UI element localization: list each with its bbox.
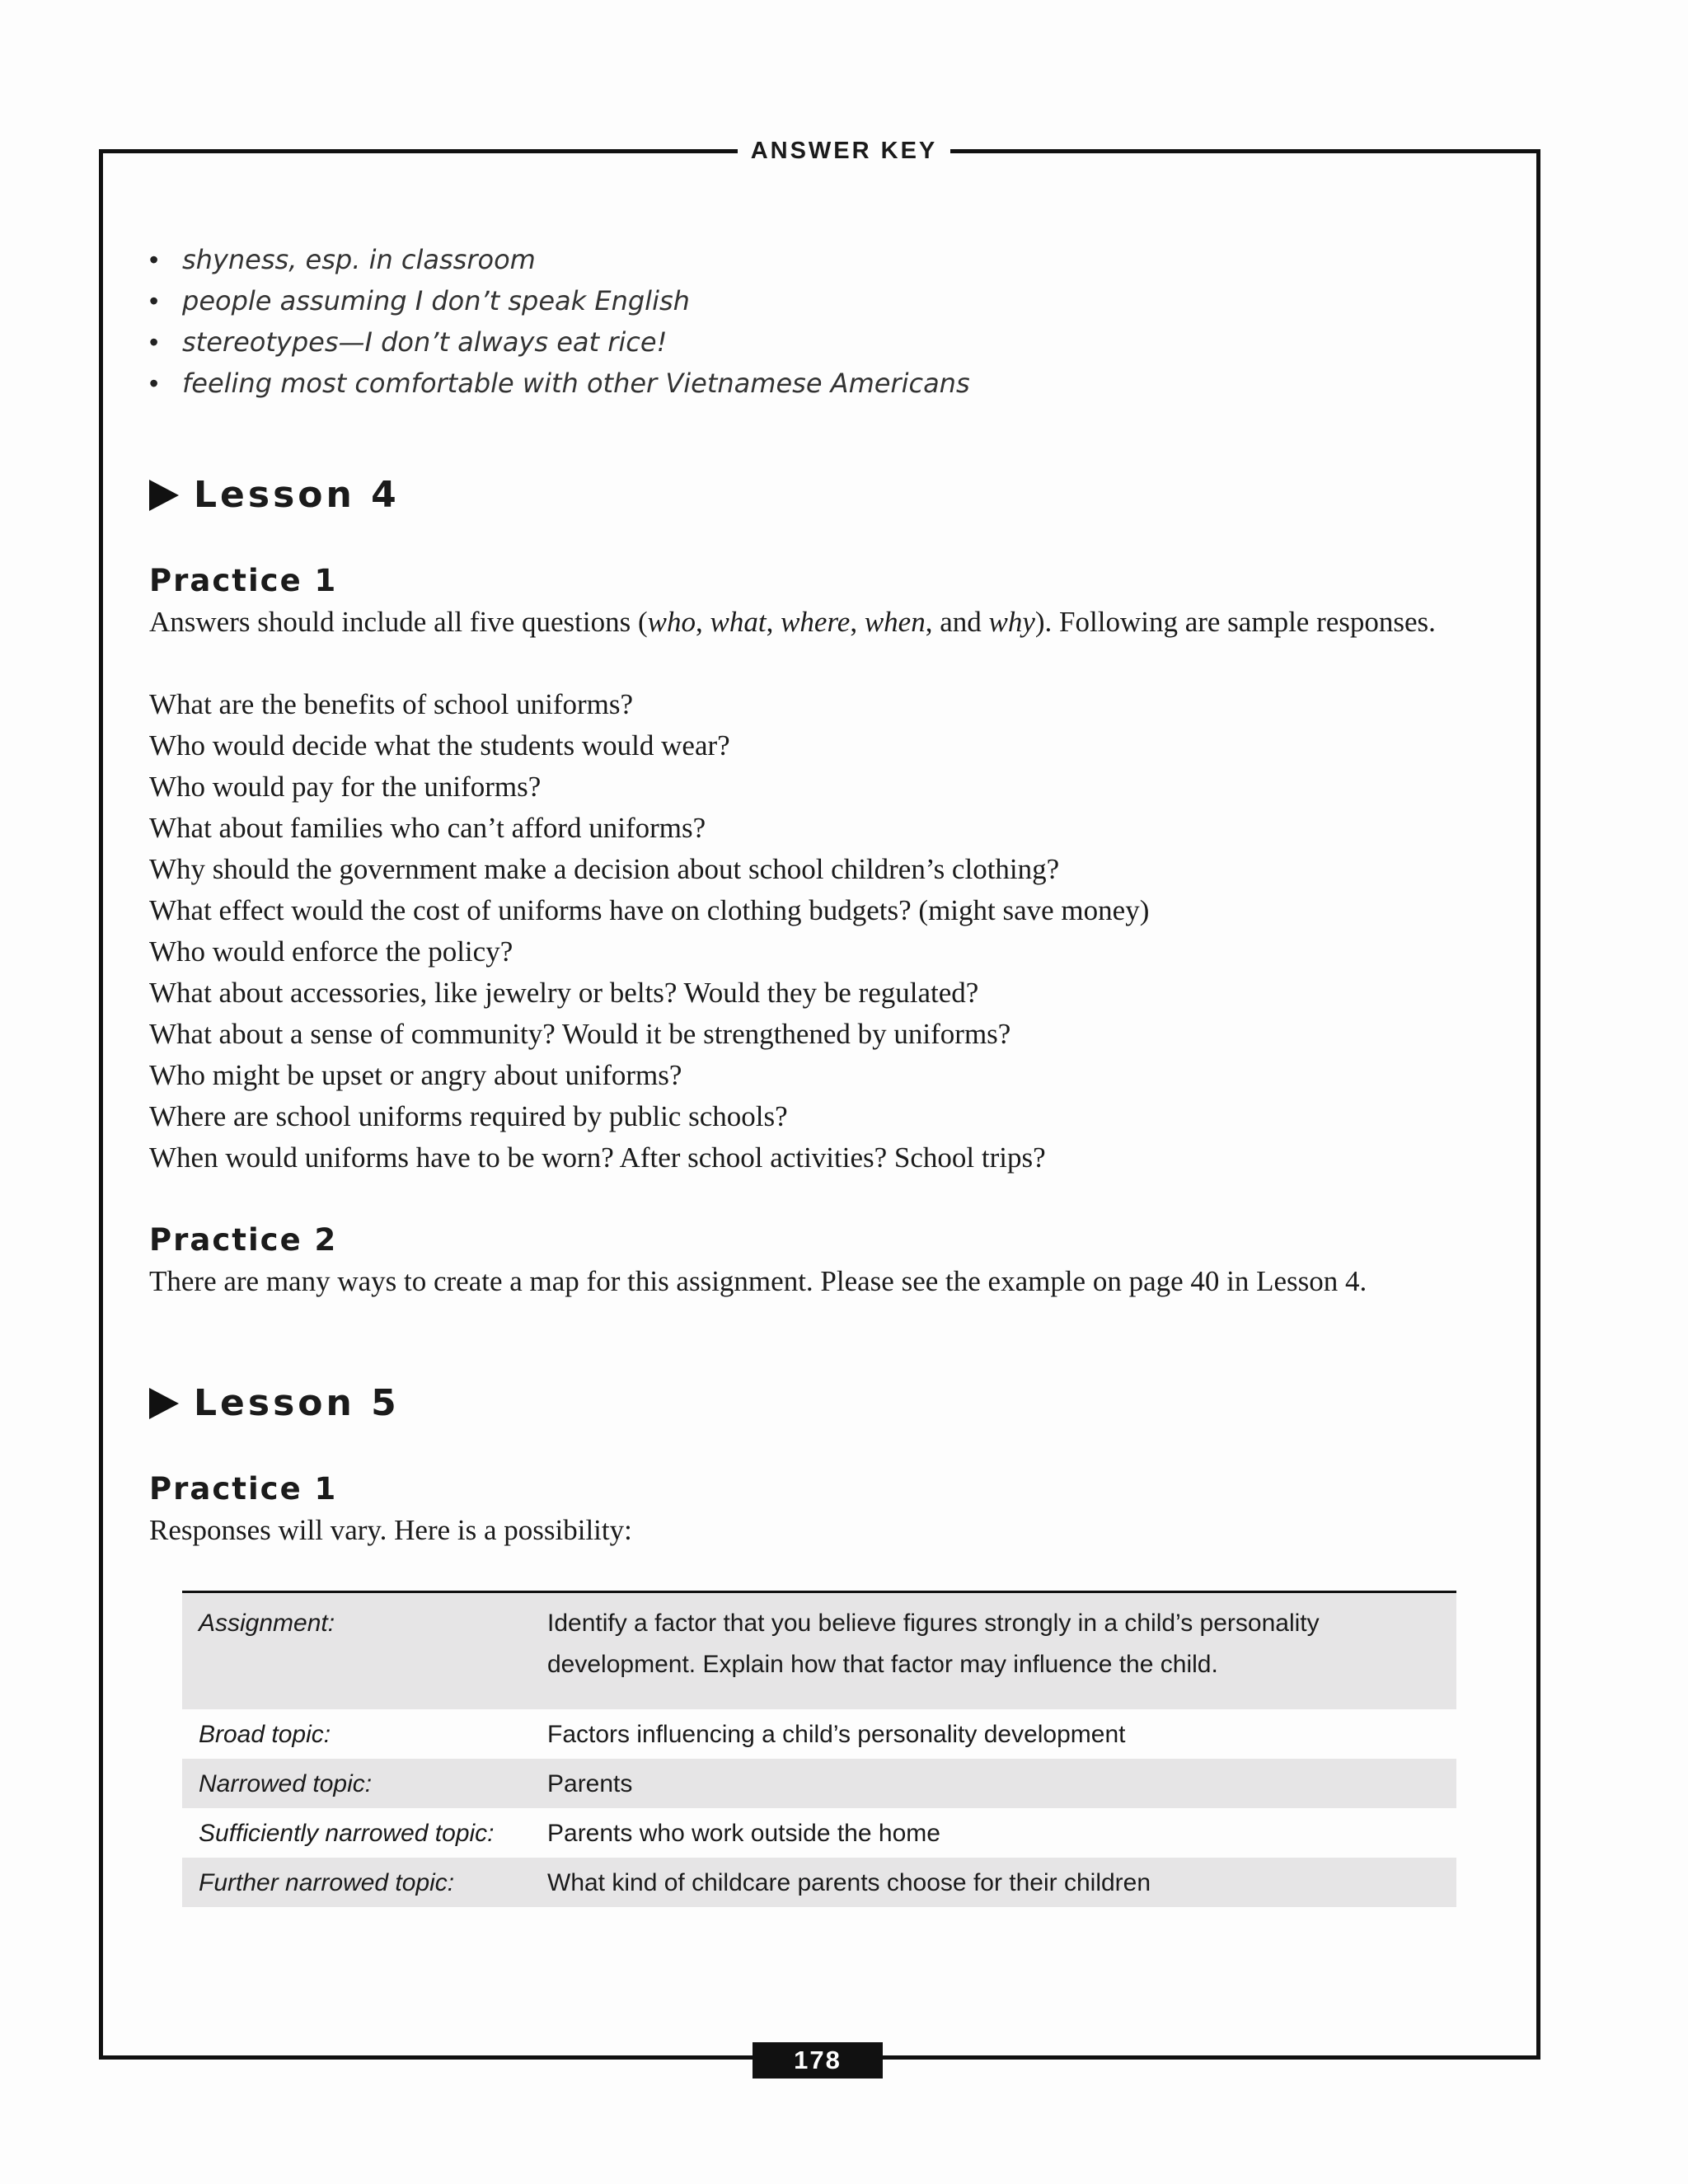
list-item: What effect would the cost of uniforms have on clothing budgets? (might save money): [149, 894, 1150, 926]
list-item: • shyness, esp. in classroom: [182, 239, 1484, 280]
row-label: Assignment:: [199, 1610, 335, 1637]
row-value: Identify a factor that you believe figures strongly in a child’s personality development. Explain how that factor may influence the child.: [547, 1610, 1320, 1678]
lesson-4-practice-2-text: There are many ways to create a map for this assignment. Please see the example on page 40 in Lesson 4.: [149, 1265, 1367, 1297]
page-header: [0, 135, 1688, 166]
list-item: When would uniforms have to be worn? After school activities? School trips?: [149, 1141, 1046, 1174]
page-number: 178: [753, 2042, 883, 2079]
list-item: Who would pay for the uniforms?: [149, 771, 542, 803]
lesson-4-practice-1-intro: Answers should include all five questions (who, what, where, when, and why). Following are sample responses.: [149, 606, 1436, 638]
list-item: What about a sense of community? Would it be strengthened by uniforms?: [149, 1018, 1011, 1050]
list-item: • people assuming I don’t speak English: [182, 280, 1484, 321]
list-item: Who might be upset or angry about uniforms?: [149, 1059, 682, 1091]
row-label: Narrowed topic:: [199, 1770, 373, 1797]
handwritten-bullet-list: [149, 239, 1484, 404]
triangle-icon: [149, 1388, 179, 1419]
row-value: Parents: [547, 1770, 633, 1797]
row-label: Further narrowed topic:: [199, 1869, 455, 1896]
answer-key-title: ANSWER KEY: [738, 135, 951, 166]
row-label: Broad topic:: [199, 1721, 331, 1748]
table-row: [182, 1592, 1456, 1710]
list-item: • feeling most comfortable with other Vietnamese Americans: [182, 363, 1484, 404]
row-value: Factors influencing a child’s personality development: [547, 1721, 1126, 1748]
list-item: What about accessories, like jewelry or belts? Would they be regulated?: [149, 977, 979, 1009]
page-content: [149, 239, 1484, 1907]
lesson-4-practice-2-heading: Practice 2: [149, 1222, 338, 1258]
row-value: What kind of childcare parents choose for their children: [547, 1869, 1151, 1896]
lesson-4-heading: [149, 475, 1484, 516]
list-item: Who would enforce the policy?: [149, 935, 513, 968]
table-row: [182, 1858, 1456, 1907]
list-item: Who would decide what the students would wear?: [149, 729, 730, 762]
lesson-5-practice-1-text: Responses will vary. Here is a possibility:: [149, 1514, 632, 1546]
lesson-4-practice-1-heading: Practice 1: [149, 563, 338, 598]
list-item: • stereotypes—I don’t always eat rice!: [182, 321, 1484, 363]
lesson-5-practice-1-heading: Practice 1: [149, 1471, 338, 1507]
row-value: Parents who work outside the home: [547, 1820, 940, 1847]
lesson-4-title: Lesson 4: [194, 474, 400, 516]
list-item: What about families who can’t afford uniforms?: [149, 812, 706, 844]
triangle-icon: [149, 480, 179, 511]
sample-questions-list: [149, 684, 1484, 1179]
list-item: Why should the government make a decision about school children’s clothing?: [149, 853, 1060, 885]
topic-narrowing-table: [182, 1591, 1456, 1907]
lesson-5-heading: [149, 1383, 1484, 1424]
table-row: [182, 1808, 1456, 1858]
list-item: What are the benefits of school uniforms?: [149, 688, 634, 720]
lesson-5-title: Lesson 5: [194, 1382, 400, 1424]
table-row: [182, 1759, 1456, 1808]
list-item: Where are school uniforms required by public schools?: [149, 1100, 788, 1132]
table-row: [182, 1709, 1456, 1759]
row-label: Sufficiently narrowed topic:: [199, 1820, 495, 1847]
